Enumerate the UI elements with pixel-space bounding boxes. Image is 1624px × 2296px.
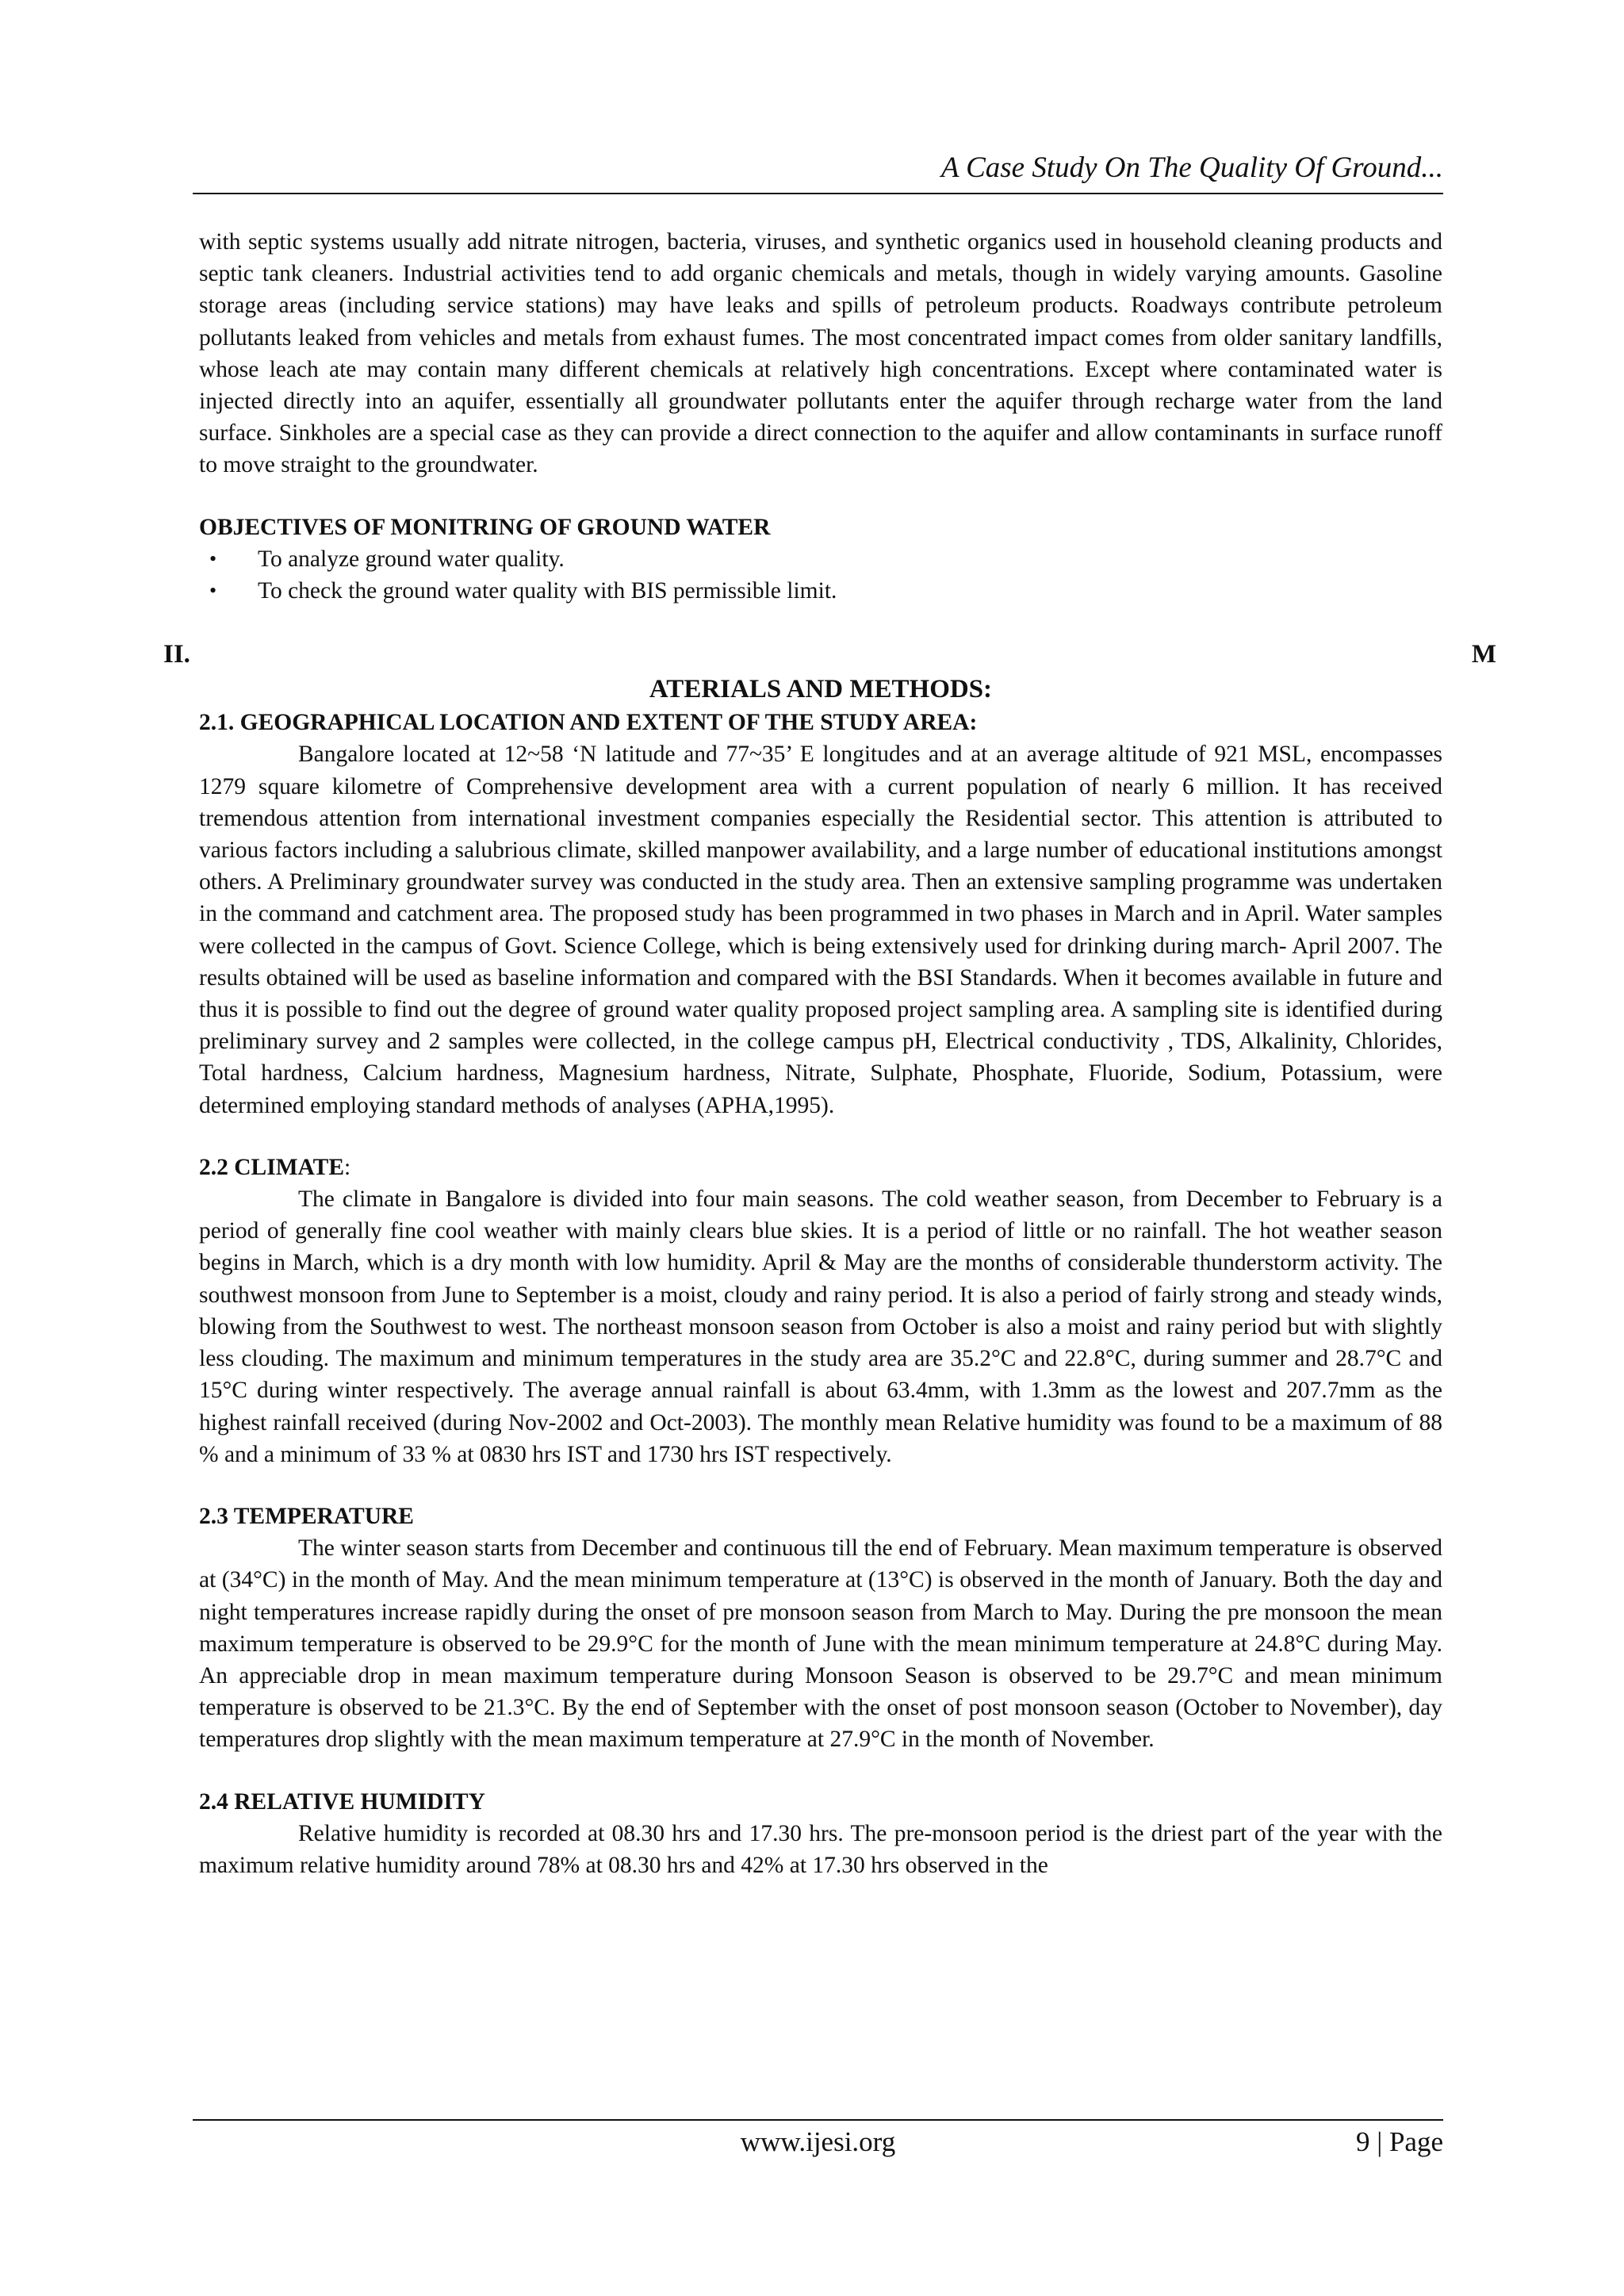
objective-text: To analyze ground water quality. [258, 546, 565, 572]
header-rule [193, 193, 1443, 194]
footer-rule [193, 2119, 1443, 2121]
subsection-heading-2-4: 2.4 RELATIVE HUMIDITY [199, 1788, 485, 1815]
section-heading-row [163, 638, 1496, 672]
footer-website[interactable]: www.ijesi.org [740, 2126, 896, 2157]
list-item [199, 575, 1442, 607]
objectives-heading: OBJECTIVES OF MONITRING OF GROUND WATER [199, 514, 771, 540]
climate-heading-colon: : [344, 1154, 351, 1180]
running-header: A Case Study On The Quality Of Ground... [940, 151, 1443, 184]
subsection-paragraph-2-2: The climate in Bangalore is divided into four main seasons. The cold weather season, from December to February is a period of generally fine cool weather with mainly clears blue skies. It is a period of little or no rainfall. The hot weather season begins in March, which is a dry month with low humidity. April & May are the months of considerable thunderstorm activity. The southwest monsoon from June to September is a moist, cloudy and rainy period. It is also a period of fairly strong and steady winds, blowing from the Southwest to west. The northeast monsoon season from October is also a moist and rainy period but with slightly less clouding. The maximum and minimum temperatures in the study area are 35.2°C and 22.8°C, during summer and 28.7°C and 15°C during winter respectively. The average annual rainfall is about 63.4mm, with 1.3mm as the lowest and 207.7mm as the highest rainfall received (during Nov-2002 and Oct-2003). The monthly mean Relative humidity was found to be a maximum of 88 % and a minimum of 33 % at 0830 hrs IST and 1730 hrs IST respectively. [199, 1186, 1442, 1467]
subsection-paragraph-2-1: Bangalore located at 12~58 ‘N latitude and 77~35’ E longitudes and at an average altitude of 921 MSL, encompasses 1279 square kilometre of Comprehensive development area with a current population of nearly 6 million. It has received tremendous attention from international investment companies especially the Residential sector. This attention is attributed to various factors including a salubrious climate, skilled manpower availability, and a large number of educational institutions amongst others. A Preliminary groundwater survey was conducted in the study area. Then an extensive sampling programme was undertaken in the command and catchment area. The proposed study has been programmed in two phases in March and in April. Water samples were collected in the campus of Govt. Science College, which is being extensively used for drinking during march- April 2007. The results obtained will be used as baseline information and compared with the BSI Standards. When it becomes available in future and thus it is possible to find out the degree of ground water quality proposed project sampling area. A sampling site is identified during preliminary survey and 2 samples were collected, in the college campus pH, Electrical conductivity , TDS, Alkalinity, Chlorides, Total hardness, Calcium hardness, Magnesium hardness, Nitrate, Sulphate, Phosphate, Fluoride, Sodium, Potassium, were determined employing standard methods of analyses (APHA,1995). [199, 742, 1442, 1118]
subsection-paragraph-2-3: The winter season starts from December and continuous till the end of February. Mean maximum temperature is observed at (34°C) in the month of May. And the mean minimum temperature at (13°C) is observed in the month of January. Both the day and night temperatures increase rapidly during the onset of pre monsoon season from March to May. During the pre monsoon the mean maximum temperature is observed to be 29.9°C for the month of June with the mean minimum temperature at 24.8°C during May. An appreciable drop in mean maximum temperature during Monsoon Season is observed to be 29.7°C and mean minimum temperature is observed to be 21.3°C. By the end of September with the onset of post monsoon season (October to November), day temperatures drop slightly with the mean maximum temperature at 27.9°C in the month of November. [199, 1535, 1442, 1753]
subsection-paragraph-2-4: Relative humidity is recorded at 08.30 hrs and 17.30 hrs. The pre-monsoon period is the driest part of the year with the maximum relative humidity around 78% at 08.30 hrs and 42% at 17.30 hrs observed in the [199, 1820, 1442, 1878]
subsection-heading-2-3: 2.3 TEMPERATURE [199, 1503, 414, 1529]
subsection-heading-2-1: 2.1. GEOGRAPHICAL LOCATION AND EXTENT OF THE STUDY AREA: [199, 710, 978, 736]
page-number: 9 | Page [1355, 2126, 1443, 2157]
bullet-icon: • [209, 546, 217, 570]
list-item [199, 543, 1442, 575]
objective-text: To check the ground water quality with BIS permissible limit. [258, 578, 837, 604]
section-letter: M [1471, 640, 1496, 669]
section-number: II. [163, 640, 190, 669]
bullet-icon: • [209, 579, 217, 603]
section-title: ATERIALS AND METHODS: [649, 675, 993, 704]
climate-heading-text: 2.2 CLIMATE [199, 1154, 345, 1180]
objectives-list [199, 543, 1442, 607]
subsection-heading-2-2 [199, 1152, 1442, 1183]
intro-paragraph: with septic systems usually add nitrate nitrogen, bacteria, viruses, and synthetic organics used in household cleaning products and septic tank cleaners. Industrial activities tend to add organic chemicals and metals, though in widely varying amounts. Gasoline storage areas (including service stations) may have leaks and spills of petroleum products. Roadways contribute petroleum pollutants leaked from vehicles and metals from exhaust fumes. The most concentrated impact comes from older sanitary landfills, whose leach ate may contain many different chemicals at relatively high concentrations. Except where contaminated water is injected directly into an aquifer, essentially all groundwater pollutants enter the aquifer through recharge water from the land surface. Sinkholes are a special case as they can provide a direct connection to the aquifer and allow contaminants in surface runoff to move straight to the groundwater. [199, 229, 1442, 478]
body-content [163, 226, 1496, 1881]
